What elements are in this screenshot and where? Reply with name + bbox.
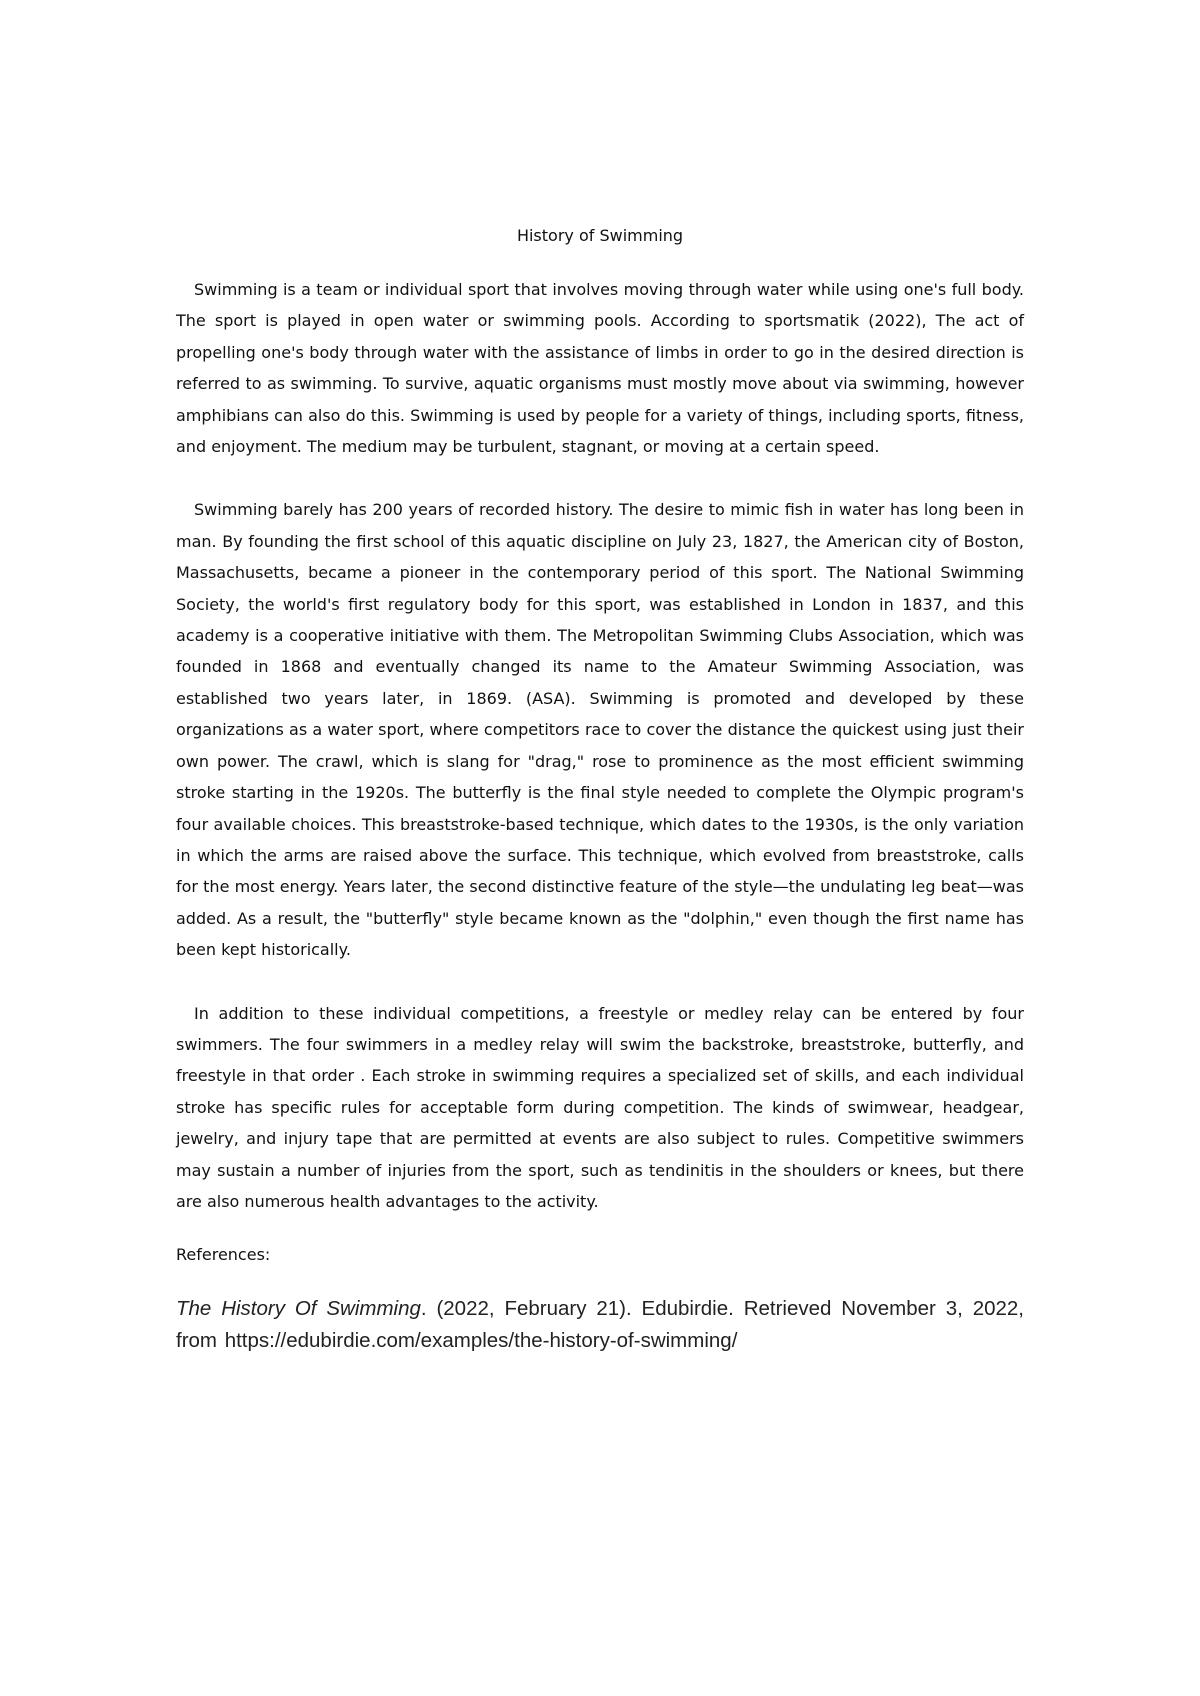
document-title: History of Swimming (516, 226, 684, 245)
references-heading: References: (176, 1245, 271, 1265)
paragraph-history: Swimming barely has 200 years of recorded history. The desire to mimic fish in water has long been in man. By founding the first school of this aquatic discipline on July 23, 1827, the American city of Boston, Massachusetts, became a pioneer in the contemporary period of this sport. The National Swimming Society, the world's first regulatory body for this sport, was established in London in 1837, and this academy is a cooperative initiative with them. The Metropolitan Swimming Clubs Association, which was founded in 1868 and eventually changed its name to the Amateur Swimming Association, was established two years later, in 1869. (ASA). Swimming is promoted and developed by these organizations as a water sport, where competitors race to cover the distance the quickest using just their own power. The crawl, which is slang for "drag," rose to prominence as the most efficient swimming stroke starting in the 1920s. The butterfly is the final style needed to complete the Olympic program's four available choices. This breaststroke-based technique, which dates to the 1930s, is the only variation in which the arms are raised above the surface. This technique, which evolved from breaststroke, calls for the most energy. Years later, the second distinctive feature of the style—the undulating leg beat—was added. As a result, the "butterfly" style became known as the "dolphin," even though the first name has been kept historically. (176, 500, 1024, 960)
document-body (176, 222, 1024, 1356)
paragraph-competitions: In addition to these individual competitions, a freestyle or medley relay can be entered by four swimmers. The four swimmers in a medley relay will swim the backstroke, breaststroke, butterfly, and freestyle in that order . Each stroke in swimming requires a specialized set of skills, and each individual stroke has specific rules for acceptable form during competition. The kinds of swimwear, headgear, jewelry, and injury tape that are permitted at events are also subject to rules. Competitive swimmers may sustain a number of injuries from the sport, such as tendinitis in the shoulders or knees, but there are also numerous health advantages to the activity. (176, 1003, 1024, 1211)
paragraph-introduction: Swimming is a team or individual sport that involves moving through water while using one's full body. The sport is played in open water or swimming pools. According to sportsmatik (2022), The act of propelling one's body through water with the assistance of limbs in order to go in the desired direction is referred to as swimming. To survive, aquatic organisms must mostly move about via swimming, however amphibians can also do this. Swimming is used by people for a variety of things, including sports, fitness, and enjoyment. The medium may be turbulent, stagnant, or moving at a certain speed. (176, 280, 1024, 457)
reference-title: The History Of Swimming (176, 1297, 421, 1321)
reference-entry (176, 1293, 1024, 1356)
reference-details: . (2022, February 21). Edubirdie. Retrieved November 3, 2022, from https://edubirdie.com/examples/the-history-of-swimming/ (176, 1297, 1024, 1352)
